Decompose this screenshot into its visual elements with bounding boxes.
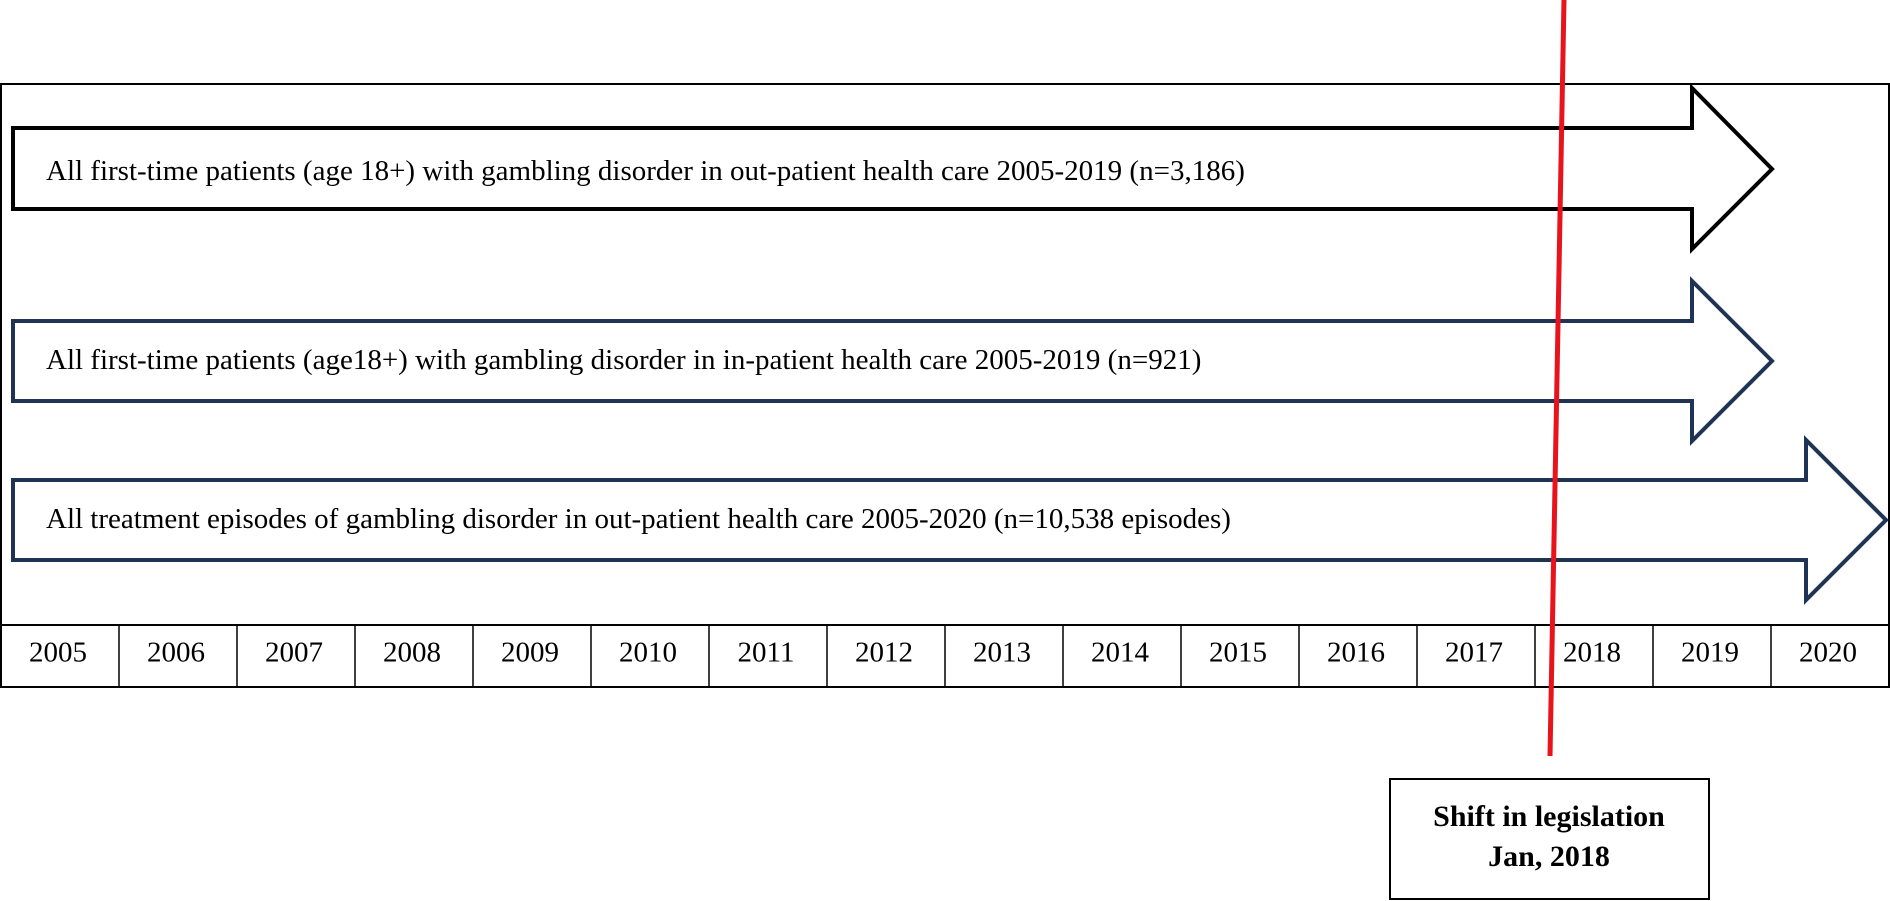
- year-label-2009: 2009: [501, 636, 559, 669]
- year-label-2014: 2014: [1091, 636, 1149, 669]
- legislation-callout-box: [1390, 779, 1709, 899]
- year-label-2016: 2016: [1327, 636, 1385, 669]
- year-label-2019: 2019: [1681, 636, 1739, 669]
- year-label-2017: 2017: [1445, 636, 1503, 669]
- year-label-2013: 2013: [973, 636, 1031, 669]
- year-label-2005: 2005: [29, 636, 87, 669]
- arrow-treatment-episodes-label: All treatment episodes of gambling disorder in out-patient health care 2005-2020 (n=10,538 episodes): [46, 503, 1231, 535]
- year-label-2011: 2011: [737, 636, 795, 669]
- year-label-2015: 2015: [1209, 636, 1267, 669]
- year-label-2018: 2018: [1563, 636, 1621, 669]
- year-label-2012: 2012: [855, 636, 913, 669]
- arrow-outpatient-first-time-label: All first-time patients (age 18+) with gambling disorder in out-patient health care 2005-2019 (n=3,186): [46, 155, 1245, 187]
- year-label-2007: 2007: [265, 636, 323, 669]
- legislation-callout-line2: Jan, 2018: [1488, 840, 1610, 873]
- year-label-2006: 2006: [147, 636, 205, 669]
- year-label-2008: 2008: [383, 636, 441, 669]
- year-label-2010: 2010: [619, 636, 677, 669]
- year-timeline: [1, 625, 1889, 687]
- legislation-callout-line1: Shift in legislation: [1433, 800, 1665, 833]
- year-label-2020: 2020: [1799, 636, 1857, 669]
- arrow-inpatient-first-time-label: All first-time patients (age18+) with gambling disorder in in-patient health care 2005-2019 (n=921): [46, 344, 1202, 376]
